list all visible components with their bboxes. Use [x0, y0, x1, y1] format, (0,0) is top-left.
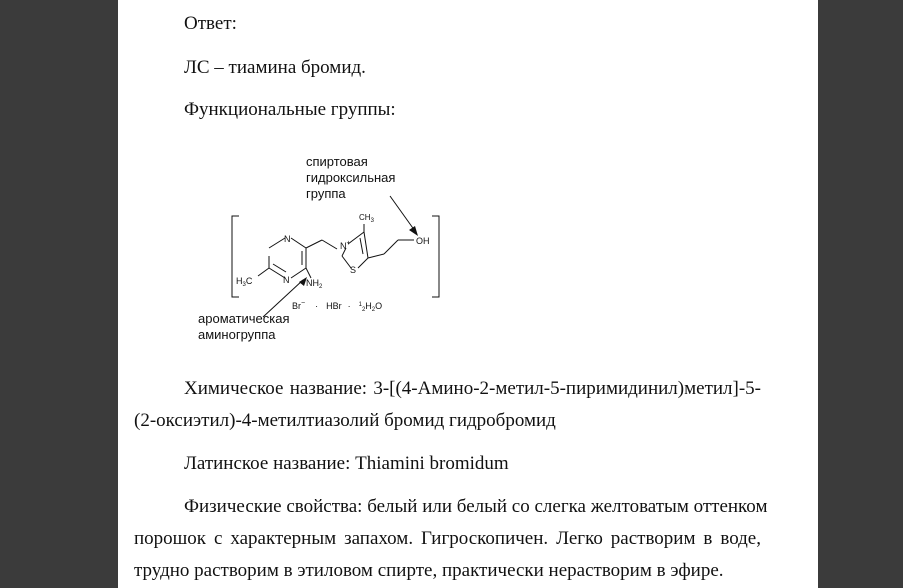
half-numerator: 1 [358, 302, 362, 308]
ch3-sub: 3 [370, 218, 374, 224]
pyrimidine-n3-label: N [283, 275, 290, 285]
alcohol-label-line: группа [306, 186, 346, 201]
alcohol-label-line: гидроксильная [306, 170, 396, 185]
amino-label-line: аминогруппа [198, 327, 276, 342]
n-plus-main: N [340, 241, 347, 251]
drug-name-line: ЛС – тиамина бромид. [184, 57, 366, 78]
br-label: Br [292, 301, 301, 311]
chem-word: название: [289, 378, 368, 399]
document-page [118, 0, 818, 588]
dot-2: · [347, 301, 351, 311]
physical-props-line-2: порошок с характерным запахом. Гигроскопичен. Легко растворим в воде, [134, 528, 761, 549]
br-charge: − [301, 300, 306, 307]
water-h: H [365, 301, 372, 311]
n-plus-sup: + [346, 240, 351, 247]
nh2-main: NH [306, 278, 319, 288]
physical-props-line-1: Физические свойства: белый или белый со слегка желтоватым оттенком [184, 496, 768, 517]
hydroxyl-label: OH [416, 236, 430, 246]
water-sub: 2 [371, 307, 376, 313]
ch3-top-label [359, 213, 375, 224]
counter-ions-label [292, 300, 382, 313]
alcohol-label-line: спиртовая [306, 154, 368, 169]
chemical-name-line-1 [184, 377, 761, 401]
chem-word: Химическое [184, 378, 284, 399]
functional-groups-heading: Функциональные группы: [184, 99, 396, 120]
right-bracket [432, 216, 439, 297]
water-o: O [375, 301, 383, 311]
chemical-name-line-2: (2-оксиэтил)-4-метилтиазолий бромид гидробромид [134, 410, 556, 431]
latin-name-line: Латинское название: Thiamini bromidum [184, 453, 509, 474]
ch3-main: CH [359, 213, 371, 222]
dot-1: · [315, 301, 319, 311]
hbr-label: HBr [326, 301, 342, 311]
thiamine-bromide-structure [118, 0, 818, 360]
n-plus-label [340, 240, 351, 251]
nh2-sub: 2 [319, 284, 323, 290]
half-denominator: 2 [361, 307, 366, 313]
h3c-main: H [236, 276, 243, 286]
answer-label: Ответ: [184, 13, 237, 34]
h3c-label [236, 276, 253, 288]
physical-props-line-3: трудно растворим в этиловом спирте, практически нерастворим в эфире. [134, 560, 724, 581]
nh2-label [306, 278, 323, 290]
chem-word: 3-[(4-Амино-2-метил-5-пиримидинил)метил]-5- [373, 378, 761, 399]
pyrimidine-n1-label: N [284, 234, 291, 244]
h3c-sub: 3 [242, 282, 246, 288]
amino-label-line: ароматическая [198, 311, 290, 326]
h3c-tail: C [245, 276, 253, 286]
thiazole-s-label: S [350, 265, 357, 275]
